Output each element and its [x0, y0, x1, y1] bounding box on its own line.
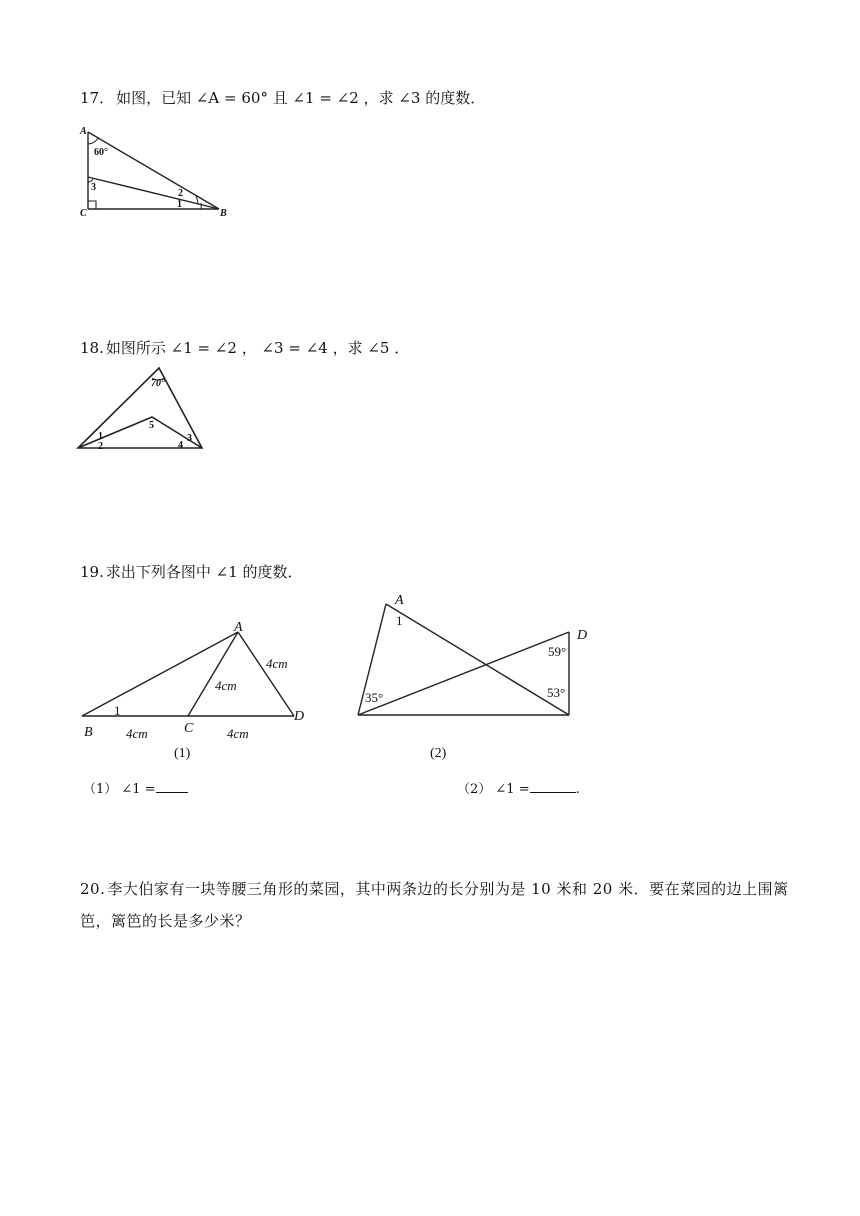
question-17 — [80, 88, 485, 108]
question-19 — [80, 562, 303, 582]
answer-line-2 — [457, 778, 580, 797]
angle-mark-3: 3 — [187, 433, 192, 444]
vertex-D: D — [577, 628, 588, 643]
side-label-CD: 4cm — [227, 726, 249, 741]
angle-mark-1: 1 — [396, 613, 403, 628]
angle-label-53: 53° — [547, 685, 566, 700]
figure-caption-2: (2) — [430, 746, 447, 761]
question-number: 17． — [80, 89, 115, 107]
vertex-C: C — [184, 721, 194, 736]
side-label-AD: 4cm — [266, 656, 288, 671]
angle-mark-2: 2 — [178, 188, 183, 199]
question-text: 李大伯家有一块等腰三角形的菜园，其中两条边的长分别为是 10 米和 20 米．要在菜园的边上围篱笆，篱笆的长是多少米？ — [80, 880, 789, 930]
angle-mark-1: 1 — [114, 703, 121, 718]
angle-mark-4: 4 — [178, 440, 183, 451]
figure-19-1 — [78, 616, 318, 746]
question-number: 20. — [80, 880, 106, 898]
angle-label-59: 59° — [548, 644, 567, 659]
side-label-BC: 4cm — [126, 726, 148, 741]
angle-label-60: 60° — [94, 147, 108, 158]
question-text: 如图所示 ∠1 = ∠2 ， ∠3 = ∠4 ，求 ∠5 ． — [105, 339, 410, 357]
side-label-AC: 4cm — [215, 678, 237, 693]
figure-caption-1: (1) — [174, 746, 191, 761]
angle-mark-1: 1 — [177, 199, 182, 210]
question-number: 18. — [80, 339, 104, 357]
question-text: 求出下列各图中 ∠1 的度数． — [105, 563, 303, 581]
vertex-A: A — [395, 593, 404, 608]
figure-19-2 — [350, 590, 600, 720]
vertex-D: D — [294, 709, 305, 724]
vertex-C: C — [80, 208, 87, 219]
vertex-A: A — [234, 620, 243, 635]
question-20 — [80, 873, 790, 937]
answer-suffix: . — [575, 782, 580, 797]
question-number: 19. — [80, 563, 104, 581]
vertex-B: B — [220, 208, 227, 219]
answer-label: （1） ∠1 = — [83, 782, 156, 797]
question-18 — [80, 338, 409, 358]
angle-label-70: 70° — [151, 378, 165, 389]
figure-17-right-triangle — [76, 124, 236, 220]
angle-label-35: 35° — [365, 690, 384, 705]
answer-blank[interactable] — [530, 780, 576, 793]
question-text: 如图，已知 ∠A = 60° 且 ∠1 = ∠2 ，求 ∠3 的度数． — [116, 89, 486, 107]
answer-label: （2） ∠1 = — [457, 782, 530, 797]
angle-mark-2: 2 — [98, 441, 103, 452]
answer-line-1 — [83, 778, 188, 797]
vertex-A: A — [80, 126, 87, 137]
answer-blank[interactable] — [156, 780, 188, 793]
figure-18-triangle — [74, 364, 214, 454]
angle-mark-3: 3 — [91, 182, 96, 193]
angle-mark-5: 5 — [149, 420, 154, 431]
vertex-B: B — [84, 725, 93, 740]
angle-mark-1: 1 — [98, 431, 103, 442]
